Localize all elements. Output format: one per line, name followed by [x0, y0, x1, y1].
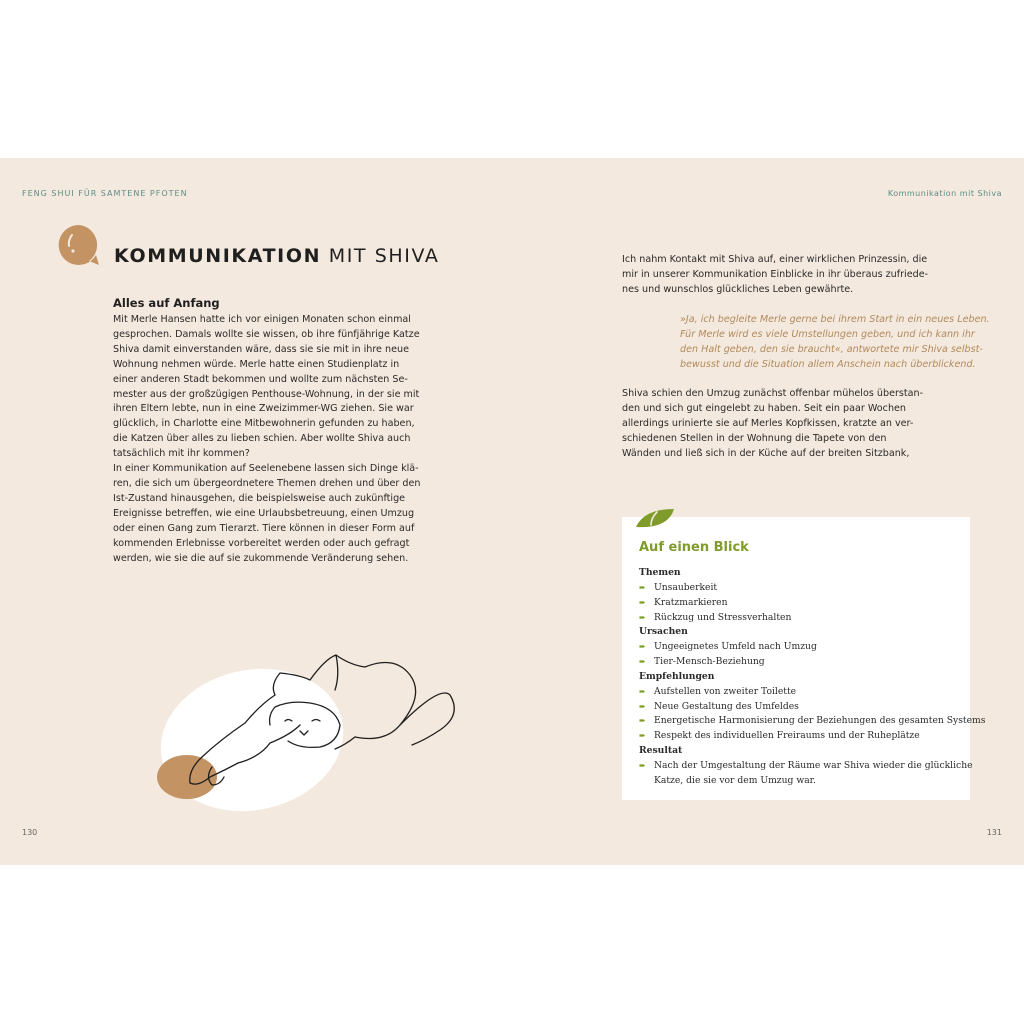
summary-item-text: Nach der Umgestaltung der Räume war Shiva wieder die glückliche [654, 759, 973, 771]
summary-list-item [639, 596, 985, 611]
summary-group-heading: Themen [639, 567, 681, 578]
paragraph-line: glücklich, in Charlotte eine Mitbewohnerin gefunden zu haben, [113, 418, 415, 430]
paragraph-line: die Katzen über alles zu lieben schien. Aber wollte Shiva auch [113, 433, 411, 445]
paragraph-line: Shiva schien den Umzug zunächst offenbar mühelos überstan- [622, 388, 924, 399]
page-number-left: 130 [22, 828, 38, 837]
bullet-arrow-icon: ➨ [639, 716, 646, 726]
paragraph-line: ren, die sich um übergeordnetere Themen drehen und über den [113, 477, 421, 489]
summary-item-text: Ungeeignetes Umfeld nach Umzug [654, 641, 817, 653]
bullet-arrow-icon: ➨ [639, 760, 646, 770]
summary-group-heading: Ursachen [639, 626, 688, 638]
paragraph-line: Ereignisse betreffen, wie eine Urlaubsbetreuung, einen Umzug [113, 507, 415, 519]
summary-title: Auf einen Blick [639, 540, 749, 555]
paragraph-line: nes und wunschlos glückliches Leben gewährte. [622, 283, 854, 295]
summary-item-text: Katze, die sie vor dem Umzug war. [654, 774, 816, 786]
paragraph-line: Shiva damit einverstanden wäre, dass sie sie mit in ihre neue [113, 343, 409, 355]
paragraph-line: Ich nahm Kontakt mit Shiva auf, einer wirklichen Prinzessin, die [622, 254, 928, 265]
summary-list-item [639, 714, 985, 729]
paragraph-line: allerdings urinierte sie auf Merles Kopfkissen, kratzte an ver- [622, 417, 914, 429]
bullet-arrow-icon: ➨ [639, 582, 646, 592]
chapter-title-light: MIT SHIVA [321, 245, 440, 267]
paragraph-line: tatsächlich mit ihr kommen? [113, 448, 250, 460]
bullet-arrow-icon: ➨ [639, 612, 646, 622]
summary-list-item [639, 640, 985, 655]
summary-list-item [639, 611, 985, 626]
cat-eye-icon [634, 507, 676, 533]
bullet-arrow-icon: ➨ [639, 731, 646, 741]
summary-item-text: Respekt des individuellen Freiraums und der Ruheplätze [654, 730, 920, 742]
paragraph-line: Ist-Zustand hinausgehen, die beispielsweise auch zukünftige [113, 492, 406, 504]
paragraph-line: gesprochen. Damals wollte sie wissen, ob ihre fünfjährige Katze [113, 328, 420, 340]
running-head-left: FENG SHUI FÜR SAMTENE PFOTEN [22, 189, 188, 198]
bullet-arrow-icon: ➨ [639, 701, 646, 711]
cat-line-drawing [150, 645, 470, 825]
bullet-arrow-icon: ➨ [639, 686, 646, 696]
summary-item-text: Rückzug und Stressverhalten [654, 611, 792, 623]
summary-list-item [639, 774, 985, 789]
summary-group-heading: Resultat [639, 745, 683, 757]
bullet-arrow-icon: ➨ [639, 597, 646, 607]
paragraph-line: werden, wie sie die auf sie zukommende Veränderung sehen. [113, 552, 409, 564]
paragraph-line: mester aus der großzügigen Penthouse-Wohnung, in der sie mit [113, 388, 420, 400]
summary-list-item [639, 655, 985, 670]
bullet-arrow-icon: ➨ [639, 642, 646, 652]
speech-bubble-icon [58, 224, 100, 266]
summary-item-text: Tier-Mensch-Beziehung [654, 656, 765, 668]
summary-list-item [639, 685, 985, 700]
summary-item-text: Kratzmarkieren [654, 596, 728, 608]
quote-line: bewusst und die Situation allem Anschein nach überblickend. [680, 358, 976, 370]
paragraph-line: kommenden Erlebnisse vorbereitet werden oder auch gefragt [113, 537, 410, 549]
summary-group-heading: Empfehlungen [639, 670, 715, 682]
summary-list-item [639, 581, 985, 596]
left-body-text [113, 313, 420, 566]
paragraph-line: einer anderen Stadt bekommen und wollte zum nächsten Se- [113, 373, 408, 385]
paragraph-line: Wohnung nehmen würde. Merle hatte einen Studienplatz in [113, 358, 400, 370]
paragraph-line: schiedenen Stellen in der Wohnung die Tapete von den [622, 432, 887, 444]
page-number-right: 131 [986, 828, 1002, 837]
summary-list-item [639, 729, 985, 744]
summary-list [639, 566, 985, 789]
paragraph-line: den und sich gut eingelebt zu haben. Seit ein paar Wochen [622, 402, 907, 414]
summary-item-text: Unsauberkeit [654, 581, 718, 593]
running-head-right: Kommunikation mit Shiva [887, 189, 1002, 198]
quote-line: den Halt geben, den sie braucht«, antwortete mir Shiva selbst- [680, 343, 983, 355]
chapter-title-bold: KOMMUNIKATION [114, 245, 322, 267]
summary-list-item [639, 759, 985, 774]
paragraph-line: Mit Merle Hansen hatte ich vor einigen Monaten schon einmal [113, 314, 411, 325]
bullet-arrow-icon: ➨ [639, 657, 646, 667]
chapter-title [114, 245, 440, 267]
paragraph-line: mir in unserer Kommunikation Einblicke in ihr überaus zufriede- [622, 268, 929, 280]
paragraph-line: oder einen Gang zum Tierarzt. Tiere können in dieser Form auf [113, 522, 415, 534]
section-heading: Alles auf Anfang [113, 296, 220, 310]
summary-list-item [639, 700, 985, 715]
shiva-quote [680, 313, 990, 373]
quote-line: »Ja, ich begleite Merle gerne bei ihrem Start in ein neues Leben. [680, 314, 990, 325]
paragraph-line: Wänden und ließ sich in der Küche auf der breiten Sitzbank, [622, 447, 910, 459]
paragraph-line: ihren Eltern lebte, nun in eine Zweizimmer-WG ziehen. Sie war [113, 403, 414, 415]
right-body-text [622, 387, 923, 462]
summary-item-text: Energetische Harmonisierung der Beziehungen des gesamten Systems [654, 715, 986, 727]
paragraph-line: In einer Kommunikation auf Seelenebene lassen sich Dinge klä- [113, 463, 419, 475]
quote-line: Für Merle wird es viele Umstellungen geben, und ich kann ihr [680, 328, 975, 340]
summary-item-text: Aufstellen von zweiter Toilette [654, 685, 797, 697]
right-intro-text [622, 253, 928, 298]
summary-item-text: Neue Gestaltung des Umfeldes [654, 700, 799, 712]
